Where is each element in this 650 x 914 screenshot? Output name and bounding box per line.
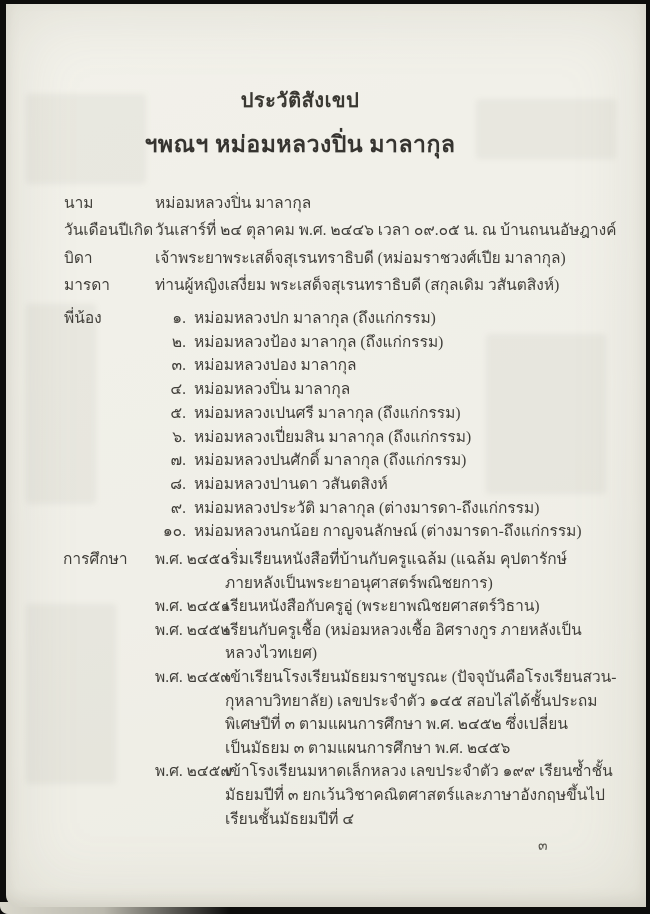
sibling-row xyxy=(155,520,636,544)
sibling-name: หม่อมหลวงปานดา วสันตสิงห์ xyxy=(194,475,388,493)
education-list xyxy=(155,548,638,831)
text-line: มัธยมปีที่ ๓ ยกเว้นวิชาคณิตศาสตร์และภาษาอังกฤษขึ้นไป xyxy=(225,786,605,804)
text-line: เป็นมัธยม ๓ ตามแผนการศึกษา พ.ศ. ๒๔๕๖ xyxy=(225,739,511,757)
text-line: หลวงไวทเยศ) xyxy=(225,645,318,663)
education-year: พ.ศ. ๒๔๕๐ xyxy=(155,551,230,568)
education-description xyxy=(225,666,638,760)
bio-field-row xyxy=(64,245,630,272)
education-year: พ.ศ. ๒๔๕๑ xyxy=(155,598,231,616)
field-label: มารดา xyxy=(64,276,111,294)
text-line: ภายหลังเป็นพระยาอนุศาสตร์พณิชยการ) xyxy=(225,574,493,592)
education-description xyxy=(225,548,638,595)
field-label: นาม xyxy=(64,195,94,212)
sibling-row xyxy=(155,497,636,521)
sibling-row xyxy=(155,331,636,355)
sibling-row xyxy=(155,402,636,426)
text-line: เข้าเรียนโรงเรียนมัธยมราชบูรณะ (ปัจจุบันคือโรงเรียนสวน- xyxy=(225,668,617,686)
book-page xyxy=(6,4,646,907)
text-line: เริ่มเรียนหนังสือที่บ้านกับครูแฉล้ม (แฉล้ม คุปตารักษ์ xyxy=(225,551,567,568)
field-value: วันเสาร์ที่ ๒๔ ตุลาคม พ.ศ. ๒๔๔๖ เวลา ๐๙.๐๕ น. ณ บ้านถนนอัษฎางค์ xyxy=(155,222,617,240)
education-entry xyxy=(155,619,638,666)
education-entry xyxy=(155,760,638,831)
page-number: ๓ xyxy=(538,839,548,854)
page-subtitle: ฯพณฯ หม่อมหลวงปิ่น มาลากุล xyxy=(144,132,456,157)
field-value: หม่อมหลวงปิ่น มาลากุล xyxy=(155,195,312,212)
sibling-number: ๕. xyxy=(170,404,186,422)
bio-fields xyxy=(64,190,630,299)
sibling-row xyxy=(155,426,636,450)
bio-field-row xyxy=(64,217,630,244)
text-line: กุหลาบวิทยาลัย) เลขประจำตัว ๑๔๕ สอบไล่ได้ชั้นประถม xyxy=(225,692,598,710)
sibling-row xyxy=(155,449,636,473)
siblings-list xyxy=(155,307,636,544)
sibling-number: ๓. xyxy=(171,357,186,375)
education-description xyxy=(225,760,638,831)
sibling-name: หม่อมหลวงปก มาลากุล (ถึงแก่กรรม) xyxy=(194,310,436,327)
text-line: เข้าโรงเรียนมหาดเล็กหลวง เลขประจำตัว ๑๙๙ เรียนซ้ำชั้น xyxy=(225,763,613,781)
title-block xyxy=(40,84,560,163)
text-line: เรียนหนังสือกับครูอู่ (พระยาพณิชยศาสตร์วิธาน) xyxy=(225,598,540,616)
siblings-section-label: พี่น้อง xyxy=(64,310,102,327)
sibling-row xyxy=(155,354,636,378)
sibling-row xyxy=(155,378,636,402)
sibling-number: ๑๐. xyxy=(162,523,186,541)
text-line: เรียนกับครูเชื้อ (หม่อมหลวงเชื้อ อิศรางกูร ภายหลังเป็น xyxy=(225,621,582,639)
field-label: บิดา xyxy=(64,249,93,267)
education-year: พ.ศ. ๒๔๕๓ xyxy=(155,668,231,686)
sibling-number: ๔. xyxy=(170,381,186,399)
text-line: เรียนชั้นมัธยมปีที่ ๔ xyxy=(225,810,355,828)
page-title: ประวัติสังเขป xyxy=(240,90,360,112)
field-label: วันเดือนปีเกิด xyxy=(64,222,154,240)
text-line: พิเศษปีที่ ๓ ตามแผนการศึกษา พ.ศ. ๒๔๕๒ ซึ่งเปลี่ยน xyxy=(225,716,568,734)
field-value: ท่านผู้หญิงเสงี่ยม พระเสด็จสุเรนทราธิบดี (สกุลเดิม วสันตสิงห์) xyxy=(155,276,560,294)
sibling-name: หม่อมหลวงประวัติ มาลากุล (ต่างมารดา-ถึงแก่กรรม) xyxy=(194,499,540,517)
sibling-name: หม่อมหลวงปนศักดิ์ มาลากุล (ถึงแก่กรรม) xyxy=(194,452,467,470)
sibling-row xyxy=(155,307,636,331)
sibling-number: ๑. xyxy=(172,310,186,327)
showthrough-texture xyxy=(26,604,116,784)
sibling-number: ๙. xyxy=(170,499,186,517)
education-section-label: การศึกษา xyxy=(63,551,128,568)
sibling-row xyxy=(155,473,636,497)
education-year: พ.ศ. ๒๔๕๒ xyxy=(155,621,231,639)
sibling-number: ๒. xyxy=(171,333,186,351)
field-value: เจ้าพระยาพระเสด็จสุเรนทราธิบดี (หม่อมราชวงศ์เปีย มาลากุล) xyxy=(155,249,566,267)
sibling-name: หม่อมหลวงป้อง มาลากุล (ถึงแก่กรรม) xyxy=(194,333,444,351)
sibling-name: หม่อมหลวงเปนศรี มาลากุล (ถึงแก่กรรม) xyxy=(194,404,461,422)
sibling-number: ๘. xyxy=(170,475,186,493)
education-description xyxy=(225,619,638,666)
sibling-name: หม่อมหลวงนกน้อย กาญจนลักษณ์ (ต่างมารดา-ถึงแก่กรรม) xyxy=(194,523,582,541)
education-entry xyxy=(155,666,638,760)
education-description xyxy=(225,595,638,619)
education-entry xyxy=(155,595,638,619)
education-entry xyxy=(155,548,638,595)
bio-field-row xyxy=(64,190,630,217)
bio-field-row xyxy=(64,272,630,299)
sibling-name: หม่อมหลวงปิ่น มาลากุล xyxy=(194,381,351,399)
sibling-name: หม่อมหลวงเปี่ยมสิน มาลากุล (ถึงแก่กรรม) xyxy=(194,428,472,446)
education-year: พ.ศ. ๒๔๕๗ xyxy=(155,763,233,781)
sibling-number: ๖. xyxy=(172,428,186,446)
showthrough-texture xyxy=(26,304,96,504)
sibling-name: หม่อมหลวงปอง มาลากุล xyxy=(194,357,357,375)
sibling-number: ๗. xyxy=(170,452,186,470)
